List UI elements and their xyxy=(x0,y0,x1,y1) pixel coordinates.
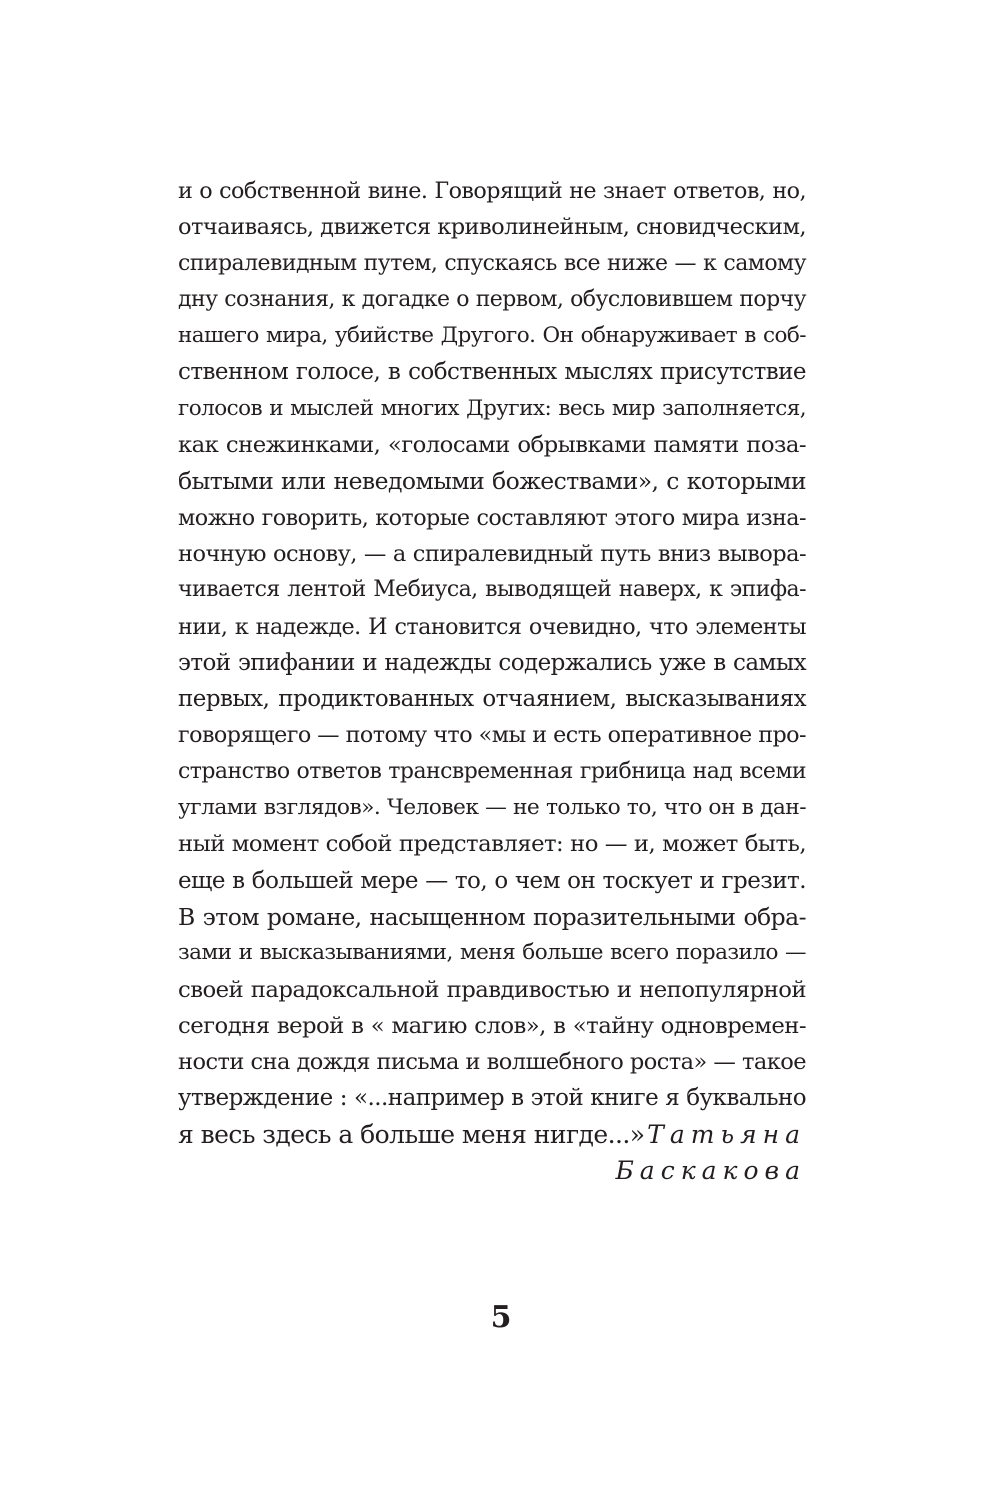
text-line: еще в большей мере — то, о чем он тоскует и грезит. xyxy=(178,867,806,894)
text-line: чивается лентой Мебиуса, выводящей наверх, к эпифа- xyxy=(178,577,806,603)
text-line: странство ответов трансвременная грибница над всеми xyxy=(178,758,806,784)
final-line xyxy=(178,1117,806,1153)
text-line: бытыми или неведомыми божествами», с которыми xyxy=(178,467,806,496)
text-line: нии, к надежде. И становится очевидно, что элементы xyxy=(178,613,806,640)
signature-first-name: Татьяна xyxy=(647,1119,806,1149)
text-line: сегодня верой в « магию слов», в «тайну одновремен- xyxy=(178,1012,806,1039)
text-line: зами и высказываниями, меня больше всего поразило — xyxy=(178,940,806,966)
text-line: ночную основу, — а спиралевидный путь вниз вывора- xyxy=(178,540,806,567)
text-line: спиралевидным путем, спускаясь все ниже — к самому xyxy=(178,250,806,276)
text-line-last: я весь здесь а больше меня нигде...» xyxy=(178,1119,645,1149)
text-line: первых, продиктованных отчаянием, высказываниях xyxy=(178,686,806,713)
text-line: В этом романе, насыщенном поразительными обра- xyxy=(178,902,806,931)
text-line: ности сна дождя письма и волшебного роста» — такое xyxy=(178,1049,806,1076)
text-line: можно говорить, которые составляют этого мира изна- xyxy=(178,504,806,531)
text-line: углами взглядов». Человек — не только то, что он в дан- xyxy=(178,795,806,821)
text-line: отчаиваясь, движется криволинейным, сновидческим, xyxy=(178,214,806,241)
signature-line xyxy=(178,1153,806,1189)
text-line: утверждение : «...например в этой книге я буквально xyxy=(178,1085,806,1112)
body-text xyxy=(178,173,806,1189)
signature-last-name: Баскакова xyxy=(615,1156,806,1186)
text-line: дну сознания, к догадке о первом, обусловившем порчу xyxy=(178,286,806,312)
page-number: 5 xyxy=(490,1300,512,1335)
text-line: своей парадоксальной правдивостью и непопулярной xyxy=(178,976,806,1003)
text-line: этой эпифании и надежды содержались уже в самых xyxy=(178,649,806,676)
text-line: и о собственной вине. Говорящий не знает ответов, но, xyxy=(178,178,806,204)
text-line: ственном голосе, в собственных мыслях присутствие xyxy=(178,359,806,386)
text-line: голосов и мыслей многих Других: весь мир заполняется, xyxy=(178,395,806,421)
text-line: нашего мира, убийстве Другого. Он обнаруживает в соб- xyxy=(178,323,806,349)
text-line: ный момент собой представляет: но — и, может быть, xyxy=(178,831,806,858)
text-line: как снежинками, «голосами обрывками памяти поза- xyxy=(178,432,806,459)
text-line: говорящего — потому что «мы и есть оперативное про- xyxy=(178,722,806,749)
